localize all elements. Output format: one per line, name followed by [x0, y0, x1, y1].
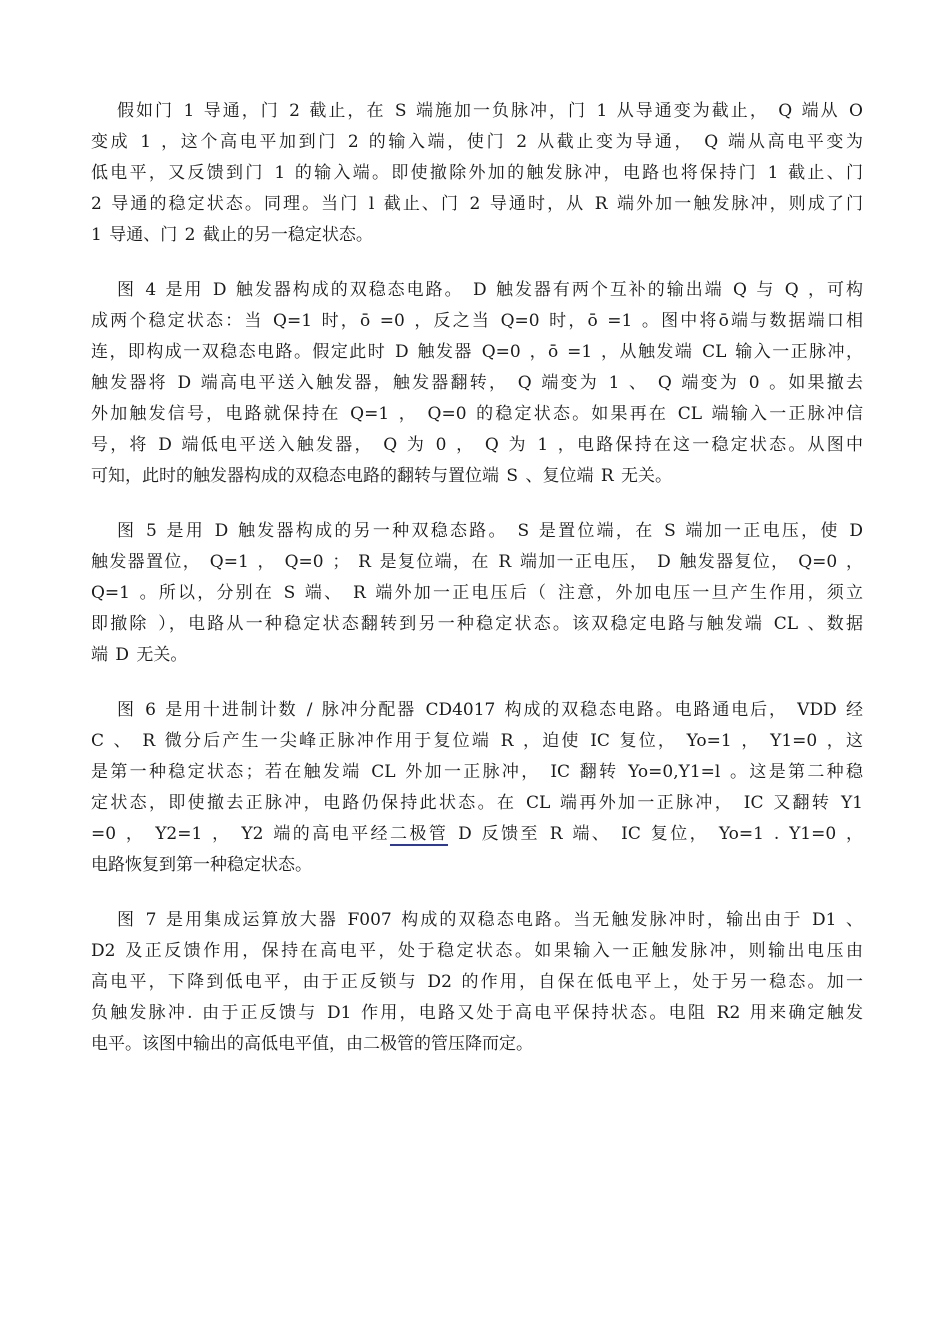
text-line: 定状态，即使撤去正脉冲，电路仍保持此状态。在 CL 端再外加一正脉冲， IC 又翻转 Y1 — [91, 793, 863, 813]
text-line: 低电平，又反馈到门 1 的输入端。即使撤除外加的触发脉冲，电路也将保持门 1 截止、门 — [91, 163, 863, 183]
text-line: 电路恢复到第一种稳定状态。 — [91, 855, 312, 875]
text-line: 可知，此时的触发器构成的双稳态电路的翻转与置位端 S 、复位端 R 无关。 — [91, 466, 673, 486]
text-line: 是第一种稳定状态；若在触发端 CL 外加一正脉冲， IC 翻转 Yo=0,Y1=l 。这是第二种稳 — [91, 762, 863, 782]
text-line: 图 5 是用 D 触发器构成的另一种双稳态路。 S 是置位端，在 S 端加一正电压，使 D — [117, 521, 863, 541]
text-line: 高电平，下降到低电平，由于正反锁与 D2 的作用，自保在低电平上，处于另一稳态。加一 — [91, 972, 863, 992]
paragraph-figure-6 — [91, 695, 863, 881]
text-line: 连，即构成一双稳态电路。假定此时 D 触发器 Q=0 ，ō =1 ，从触发端 CL 输入一正脉冲， — [91, 342, 863, 362]
diode-link[interactable]: 二极管 — [389, 824, 449, 844]
paragraph-figure-5 — [91, 516, 863, 671]
text-line: 号，将 D 端低电平送入触发器， Q 为 0 ， Q 为 1 ，电路保持在这一稳定状态。从图中 — [91, 435, 863, 455]
text-line: D2 及正反馈作用，保持在高电平，处于稳定状态。如果输入一正触发脉冲，则输出电压由 — [91, 941, 863, 961]
text-line: Q=1 。所以，分别在 S 端、 R 端外加一正电压后（ 注意，外加电压一旦产生作用，须立 — [91, 583, 863, 603]
text-line: 图 4 是用 D 触发器构成的双稳态电路。 D 触发器有两个互补的输出端 Q 与 Q ，可构 — [117, 280, 863, 300]
text-segment: D 反馈至 R 端、 IC 复位， Yo=1 . Y1=0 ， — [448, 824, 864, 844]
paragraph-figure-7 — [91, 905, 863, 1060]
paragraph-figure-4 — [91, 275, 863, 492]
text-line: 2 导通的稳定状态。同理。当门 l 截止、门 2 导通时，从 R 端外加一触发脉冲，则成了门 — [91, 194, 863, 214]
text-line: 1 导通、门 2 截止的另一稳定状态。 — [91, 225, 373, 245]
text-line: 即撤除 ），电路从一种稳定状态翻转到另一种稳定状态。该双稳定电路与触发端 CL 、数据 — [91, 614, 863, 634]
document-body — [91, 96, 863, 1084]
paragraph-gate-flipflop — [91, 96, 863, 251]
text-line: 图 6 是用十进制计数 / 脉冲分配器 CD4017 构成的双稳态电路。电路通电后， VDD 经 — [117, 700, 863, 720]
text-line: 触发器将 D 端高电平送入触发器，触发器翻转， Q 端变为 1 、 Q 端变为 0 。如果撤去 — [91, 373, 863, 393]
text-line: 负触发脉冲. 由于正反馈与 D1 作用，电路又处于高电平保持状态。电阻 R2 用来确定触发 — [91, 1003, 863, 1023]
text-line: C 、 R 微分后产生一尖峰正脉冲作用于复位端 R ，迫使 IC 复位， Yo=1 ， Y1=0 ，这 — [91, 731, 863, 751]
text-line: 电平。该图中输出的高低电平值，由二极管的管压降而定。 — [91, 1034, 533, 1054]
text-line: 图 7 是用集成运算放大器 F007 构成的双稳态电路。当无触发脉冲时，输出由于 D1 、 — [117, 910, 863, 930]
text-line: 触发器置位， Q=1 ， Q=0 ； R 是复位端，在 R 端加一正电压， D 触发器复位， Q=0 ， — [91, 552, 863, 572]
text-line: 变成 1 ，这个高电平加到门 2 的输入端，使门 2 从截止变为导通， Q 端从高电平变为 — [91, 132, 863, 152]
text-line-with-link — [91, 819, 863, 850]
text-line: 成两个稳定状态：当 Q=1 时，ō =0 ，反之当 Q=0 时，ō =1 。图中将ō端与数据端口相 — [91, 311, 863, 331]
text-line: 端 D 无关。 — [91, 645, 188, 665]
text-segment: =0 ， Y2=1 ， Y2 端的高电平经 — [91, 824, 390, 844]
text-line: 假如门 1 导通，门 2 截止，在 S 端施加一负脉冲，门 1 从导通变为截止， Q 端从 O — [117, 101, 863, 121]
text-line: 外加触发信号，电路就保持在 Q=1 ， Q=0 的稳定状态。如果再在 CL 端输入一正脉冲信 — [91, 404, 863, 424]
